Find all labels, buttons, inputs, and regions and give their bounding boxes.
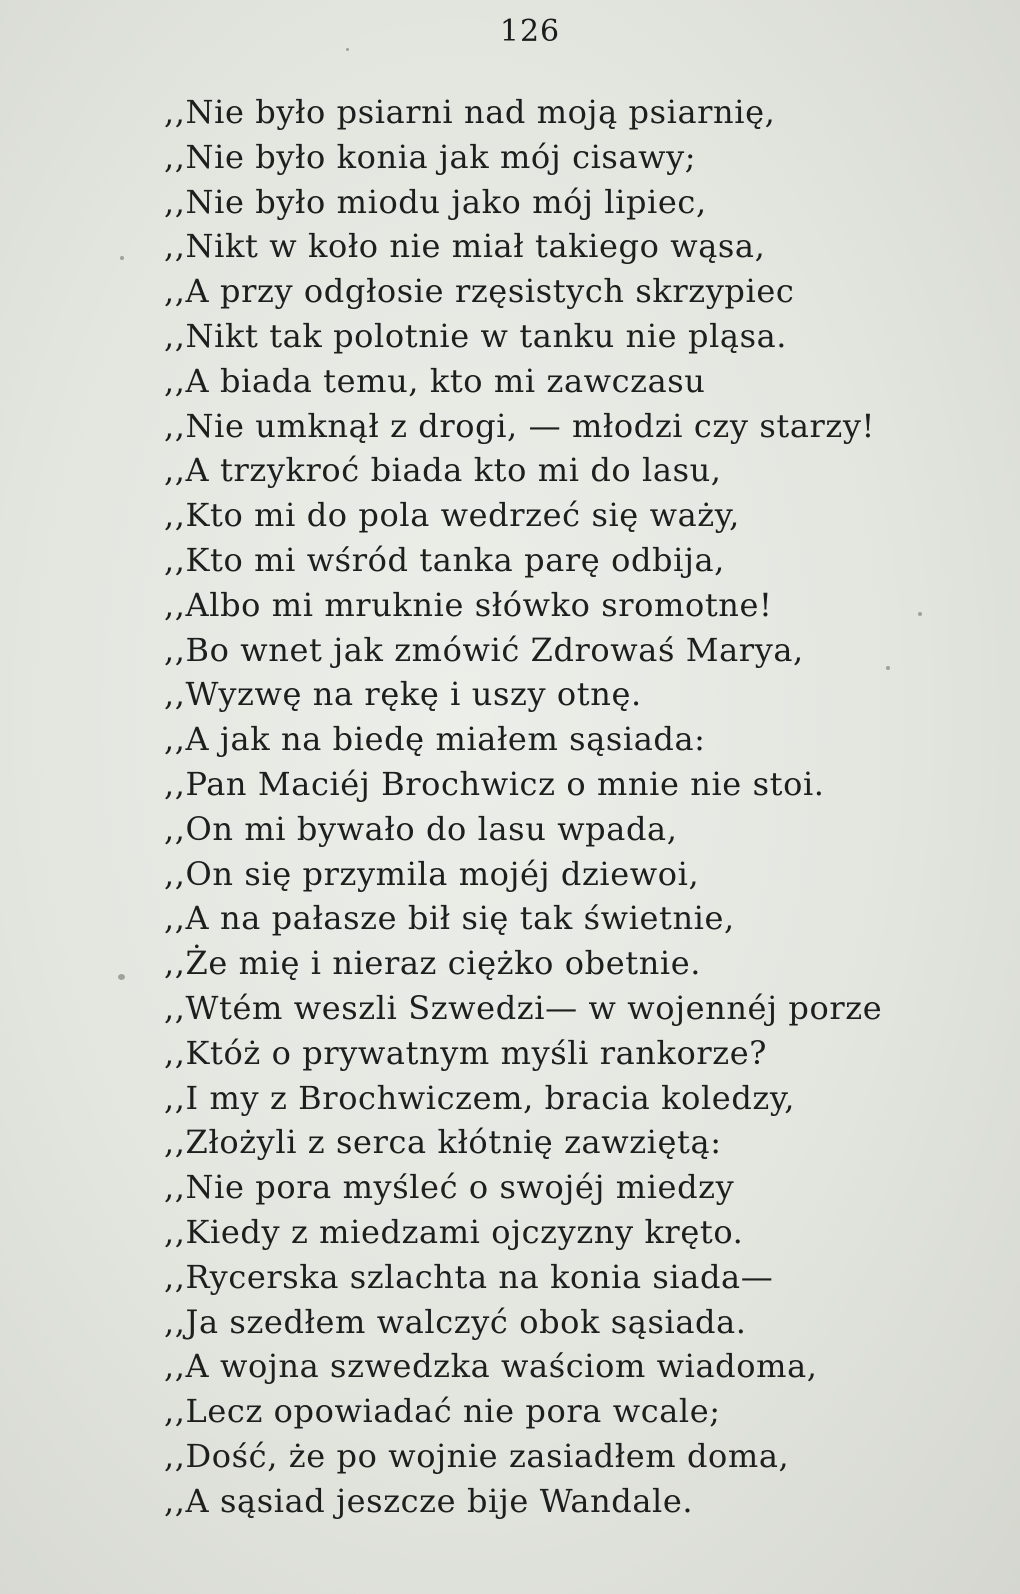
verse-line: ,,Że mię i nieraz ciężko obetnie.	[164, 944, 702, 983]
verse-line: ,,Wtém weszli Szwedzi— w wojennéj porze	[164, 988, 883, 1027]
verse-line: ,,On mi bywało do lasu wpada,	[164, 809, 678, 848]
verse-line: ,,A jak na biedę miałem sąsiada:	[164, 720, 706, 759]
ink-speck	[346, 48, 349, 51]
verse-line: ,,A trzykroć biada kto mi do lasu,	[164, 451, 722, 490]
verse-line: ,,Kto mi wśród tanka parę odbija,	[164, 540, 725, 579]
verse-line: ,,Nie pora myśleć o swojéj miedzy	[164, 1168, 735, 1207]
verse-line: ,,Kiedy z miedzami ojczyzny kręto.	[164, 1212, 744, 1251]
verse-line: ,,Albo mi mruknie słówko sromotne!	[164, 585, 773, 624]
verse-line: ,,Nie było psiarni nad moją psiarnię,	[164, 93, 776, 131]
verse-line: ,,Rycerska szlachta na konia siada—	[164, 1257, 774, 1296]
verse-line: ,,Nikt tak polotnie w tanku nie pląsa.	[164, 316, 788, 355]
verse-line: ,,Lecz opowiadać nie pora wcale;	[164, 1392, 721, 1431]
verse-line: ,,I my z Brochwiczem, bracia koledzy,	[164, 1078, 796, 1117]
verse-line: ,,Ja szedłem walczyć obok sąsiada.	[164, 1302, 747, 1341]
verse-line: ,,Wyzwę na rękę i uszy otnę.	[164, 675, 642, 714]
verse-line: ,,Dość, że po wojnie zasiadłem doma,	[164, 1436, 790, 1475]
ink-speck	[118, 974, 125, 980]
ink-speck	[918, 612, 922, 616]
verse-line: ,,On się przymila mojéj dziewoi,	[164, 854, 700, 893]
verse-line: ,,Nie było miodu jako mój lipiec,	[164, 182, 707, 221]
verse-line: ,,Kto mi do pola wedrzeć się waży,	[164, 496, 740, 535]
verse-line: ,,Złożyli z serca kłótnię zawziętą:	[164, 1123, 722, 1162]
verse-line: ,,A wojna szwedzka waściom wiadoma,	[164, 1347, 818, 1386]
verse-line: ,,Nikt w koło nie miał takiego wąsa,	[164, 227, 766, 266]
verse-line: ,,Nie było konia jak mój cisawy;	[164, 137, 697, 176]
verse-line: ,,A biada temu, kto mi zawczasu	[164, 361, 706, 400]
poem-verse	[164, 90, 882, 1524]
verse-line: ,,Bo wnet jak zmówić Zdrowaś Marya,	[164, 630, 804, 669]
verse-line: ,,Któż o prywatnym myśli rankorze?	[164, 1033, 768, 1072]
ink-speck	[120, 256, 124, 260]
page-number: 126	[499, 14, 561, 49]
verse-line: ,,Pan Maciéj Brochwicz o mnie nie stoi.	[164, 764, 825, 803]
verse-line: ,,Nie umknął z drogi, — młodzi czy starzy!	[164, 406, 875, 445]
verse-line: ,,A sąsiad jeszcze bije Wandale.	[164, 1481, 694, 1520]
verse-line: ,,A na pałasze bił się tak świetnie,	[164, 899, 735, 938]
ink-speck	[886, 666, 890, 670]
verse-line: ,,A przy odgłosie rzęsistych skrzypiec	[164, 272, 795, 311]
